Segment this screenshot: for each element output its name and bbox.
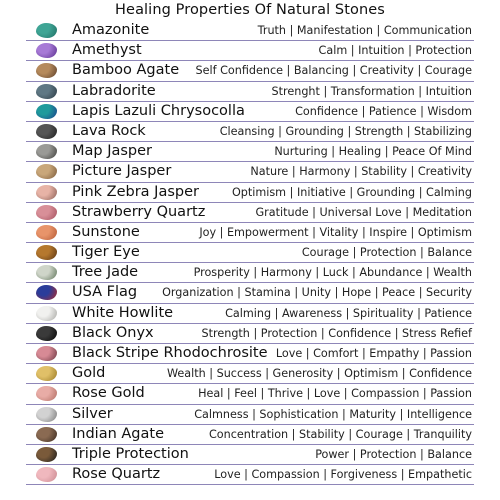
stone-row bbox=[26, 122, 474, 142]
white-howlite-icon bbox=[36, 306, 57, 321]
stone-name: Rose Gold bbox=[72, 385, 145, 402]
stone-row bbox=[26, 384, 474, 404]
stone-name: Tiger Eye bbox=[72, 244, 140, 261]
amazonite-icon bbox=[36, 23, 57, 38]
stone-row bbox=[26, 41, 474, 61]
stone-row bbox=[26, 344, 474, 364]
stone-row bbox=[26, 21, 474, 41]
stone-row bbox=[26, 405, 474, 425]
stone-properties: Love | Compassion | Forgiveness | Empathetic bbox=[214, 468, 472, 482]
stone-row bbox=[26, 263, 474, 283]
usa-flag-icon bbox=[36, 285, 57, 300]
stone-row bbox=[26, 82, 474, 102]
lapis-lazuli-chrysocolla-icon bbox=[36, 104, 57, 119]
stone-properties: Calm | Intuition | Protection bbox=[318, 44, 472, 58]
stone-name: USA Flag bbox=[72, 284, 138, 301]
stone-row bbox=[26, 425, 474, 445]
stone-name: Strawberry Quartz bbox=[72, 203, 206, 220]
stone-properties: Prosperity | Harmony | Luck | Abundance | Wealth bbox=[193, 266, 472, 280]
triple-protection-icon bbox=[36, 447, 57, 462]
page-title: Healing Properties Of Natural Stones bbox=[115, 2, 385, 18]
stone-name: White Howlite bbox=[72, 304, 174, 321]
rose-quartz-icon bbox=[36, 467, 57, 482]
stone-row bbox=[26, 142, 474, 162]
rose-gold-icon bbox=[36, 386, 57, 401]
strawberry-quartz-icon bbox=[36, 205, 57, 220]
stone-row bbox=[26, 102, 474, 122]
amethyst-icon bbox=[36, 43, 57, 58]
stone-name: Tree Jade bbox=[72, 264, 139, 281]
picture-jasper-icon bbox=[36, 164, 57, 179]
stone-row bbox=[26, 223, 474, 243]
bamboo-agate-icon bbox=[36, 63, 57, 78]
stone-properties: Self Confidence | Balancing | Creativity | Courage bbox=[195, 64, 472, 78]
pink-zebra-jasper-icon bbox=[36, 185, 57, 200]
stone-name: Black Onyx bbox=[72, 324, 154, 341]
stone-name: Lava Rock bbox=[72, 122, 146, 139]
silver-icon bbox=[36, 407, 57, 422]
stone-name: Indian Agate bbox=[72, 425, 164, 442]
stone-properties: Confidence | Patience | Wisdom bbox=[295, 104, 472, 118]
stone-row bbox=[26, 283, 474, 303]
stone-name: Labradorite bbox=[72, 82, 156, 99]
stone-row bbox=[26, 304, 474, 324]
stone-name: Map Jasper bbox=[72, 143, 153, 160]
stone-properties: Nature | Harmony | Stability | Creativity bbox=[250, 165, 472, 179]
stone-properties: Courage | Protection | Balance bbox=[301, 246, 472, 260]
black-onyx-icon bbox=[36, 326, 57, 341]
gold-icon bbox=[36, 366, 57, 381]
stone-properties: Concentration | Stability | Courage | Tranquility bbox=[208, 427, 472, 441]
stone-row bbox=[26, 61, 474, 81]
stone-list bbox=[26, 21, 474, 485]
stone-properties: Truth | Manifestation | Communication bbox=[257, 24, 472, 37]
sunstone-icon bbox=[36, 225, 57, 240]
stone-properties: Organization | Stamina | Unity | Hope | Peace | Security bbox=[162, 286, 472, 300]
stone-name: Silver bbox=[72, 405, 113, 422]
stone-name: Triple Protection bbox=[72, 445, 189, 462]
stone-name: Rose Quartz bbox=[72, 466, 161, 483]
stone-properties: Strenght | Transformation | Intuition bbox=[271, 84, 472, 98]
stone-properties: Wealth | Success | Generosity | Optimism | Confidence bbox=[167, 367, 472, 381]
tiger-eye-icon bbox=[36, 245, 57, 260]
stone-properties: Cleansing | Grounding | Strength | Stabilizing bbox=[219, 124, 472, 138]
stone-name: Amazonite bbox=[72, 22, 150, 38]
stone-properties: Optimism | Initiative | Grounding | Calming bbox=[231, 185, 472, 199]
black-stripe-rhodochrosite-icon bbox=[36, 346, 57, 361]
stone-row bbox=[26, 465, 474, 485]
stone-row bbox=[26, 162, 474, 182]
stone-name: Sunstone bbox=[72, 223, 140, 240]
stone-name: Picture Jasper bbox=[72, 163, 172, 180]
stone-row bbox=[26, 183, 474, 203]
tree-jade-icon bbox=[36, 265, 57, 280]
stone-name: Gold bbox=[72, 365, 106, 382]
stone-name: Amethyst bbox=[72, 42, 142, 59]
stone-row bbox=[26, 203, 474, 223]
stone-properties: Heal | Feel | Thrive | Love | Compassion | Passion bbox=[198, 387, 472, 401]
stone-properties: Nurturing | Healing | Peace Of Mind bbox=[274, 145, 472, 159]
stone-properties: Love | Comfort | Empathy | Passion bbox=[275, 347, 472, 360]
stone-row bbox=[26, 445, 474, 465]
stone-name: Lapis Lazuli Chrysocolla bbox=[72, 102, 245, 119]
map-jasper-icon bbox=[36, 144, 57, 159]
stone-row bbox=[26, 364, 474, 384]
stone-properties: Strength | Protection | Confidence | Stress Refief bbox=[201, 326, 472, 340]
stone-properties: Calmness | Sophistication | Maturity | Intelligence bbox=[194, 407, 472, 421]
indian-agate-icon bbox=[36, 427, 57, 442]
stone-properties: Joy | Empowerment | Vitality | Inspire | Optimism bbox=[199, 225, 472, 239]
stone-name: Black Stripe Rhodochrosite bbox=[72, 345, 268, 361]
lava-rock-icon bbox=[36, 124, 57, 139]
labradorite-icon bbox=[36, 84, 57, 99]
stone-name: Pink Zebra Jasper bbox=[72, 183, 199, 200]
stone-row bbox=[26, 324, 474, 344]
stone-name: Bamboo Agate bbox=[72, 62, 180, 79]
stone-row bbox=[26, 243, 474, 263]
stone-properties: Calming | Awareness | Spirituality | Patience bbox=[225, 306, 472, 320]
stone-properties: Gratitude | Universal Love | Meditation bbox=[255, 205, 472, 219]
stone-properties: Power | Protection | Balance bbox=[315, 447, 472, 461]
